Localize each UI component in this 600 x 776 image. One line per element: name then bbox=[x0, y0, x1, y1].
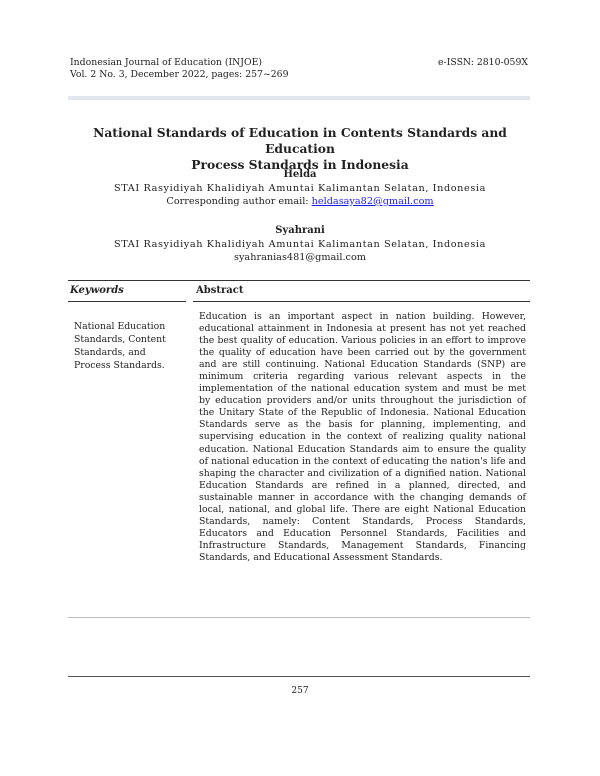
page-number: 257 bbox=[291, 686, 309, 696]
author-name: Syahrani bbox=[275, 225, 325, 236]
author-email-line bbox=[60, 195, 540, 209]
author-affiliation: STAI Rasyidiyah Khalidiyah Amuntai Kalimantan Selatan, Indonesia bbox=[113, 238, 487, 250]
keywords-text: National Education Standards, Content Standards, and Process Standards. bbox=[74, 321, 166, 371]
keywords-rule bbox=[68, 301, 186, 302]
author-name: Helda bbox=[283, 169, 317, 180]
author-email-link[interactable]: heldasaya82@gmail.com bbox=[311, 196, 434, 207]
author-email: syahranias481@gmail.com bbox=[233, 252, 366, 263]
keywords-heading: Keywords bbox=[70, 285, 124, 296]
author-1 bbox=[60, 168, 540, 209]
author-2 bbox=[60, 224, 540, 265]
journal-name: Indonesian Journal of Education (INJOE) bbox=[70, 57, 263, 68]
footer-divider bbox=[68, 676, 530, 677]
table-bottom-rule bbox=[68, 617, 530, 618]
title-line-2: Process Standards in Indonesia bbox=[191, 157, 409, 172]
email-prefix: Corresponding author email: bbox=[166, 196, 312, 207]
paper-title bbox=[60, 125, 540, 173]
issn: e-ISSN: 2810-059X bbox=[438, 57, 528, 68]
header-divider bbox=[68, 96, 530, 100]
title-line-1: National Standards of Education in Contents Standards and Education bbox=[93, 125, 507, 156]
author-affiliation: STAI Rasyidiyah Khalidiyah Amuntai Kalimantan Selatan, Indonesia bbox=[113, 182, 487, 194]
abstract-rule bbox=[193, 301, 530, 302]
table-top-rule bbox=[68, 280, 530, 281]
abstract-heading: Abstract bbox=[196, 285, 244, 296]
abstract-text: Education is an important aspect in nation building. However, educational attainment in Indonesia at present has not yet reached the best quality of education. Various policies in an effort to improve the quality of education have been carried out by the government and are still continuing. National Education Standards (SNP) are minimum criteria regarding various relevant aspects in the implementation of the national education system and must be met by education providers and/or units throughout the jurisdiction of the Unitary State of the Republic of Indonesia. National Education Standards serve as the basis for planning, implementing, and supervising education in the context of realizing quality national education. National Education Standards aim to ensure the quality of national education in the context of educating the nation's life and shaping the character and civilization of a dignified nation. National Education Standards are refined in a planned, directed, and sustainable manner in accordance with the changing demands of local, national, and global life. There are eight National Education Standards, namely: Content Standards, Process Standards, Educators and Education Personnel Standards, Facilities and Infrastructure Standards, Management Standards, Financing Standards, and Educational Assessment Standards. bbox=[199, 311, 526, 563]
volume-info: Vol. 2 No. 3, December 2022, pages: 257~269 bbox=[70, 69, 289, 80]
journal-header bbox=[70, 57, 289, 81]
